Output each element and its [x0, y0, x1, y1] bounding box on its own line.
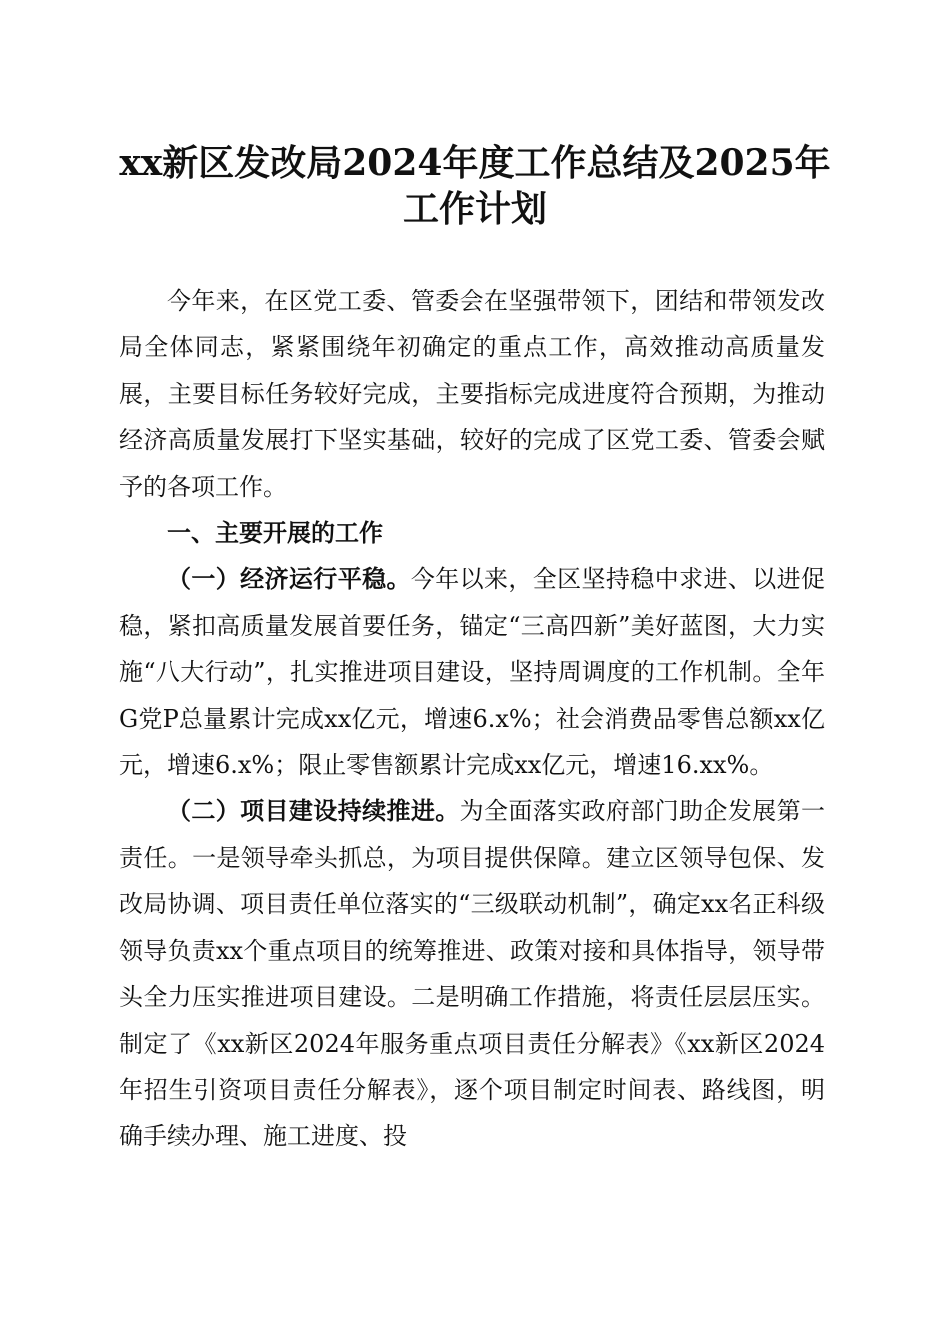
section-heading: 一、主要开展的工作 — [167, 519, 383, 548]
paragraph-economy — [119, 556, 825, 788]
paragraph-text: 为全面落实政府部门助企发展第一责任。一是领导牵头抓总，为项目提供保障。建立区领导包保、发改局协调、项目责任单位落实的“三级联动机制”，确定xx名正科级领导负责xx个重点项目的统筹推进、政策对接和具体指导，领导带头全力压实推进项目建设。二是明确工作措施，将责任层层压实。制定了《xx新区2024年服务重点项目责任分解表》《xx新区2024年招生引资项目责任分解表》，逐个项目制定时间表、路线图，明确手续办理、施工进度、投 — [119, 797, 826, 1151]
paragraph-lead: （二）项目建设持续推进。 — [167, 797, 460, 826]
document-title: xx新区发改局2024年度工作总结及2025年工作计划 — [119, 142, 831, 230]
paragraph-text: 今年以来，全区坚持稳中求进、以进促稳，紧扣高质量发展首要任务，锚定“三高四新”美好蓝图，大力实施“八大行动”，扎实推进项目建设，坚持周调度的工作机制。全年G党P总量累计完成xx亿元，增速6.x%；社会消费品零售总额xx亿元，增速6.x%；限止零售额累计完成xx亿元，增速16.xx%。 — [119, 565, 826, 780]
paragraph-lead: （一）经济运行平稳。 — [167, 565, 411, 594]
intro-paragraph: 今年来，在区党工委、管委会在坚强带领下，团结和带领发改局全体同志，紧紧围绕年初确定的重点工作，高效推动高质量发展，主要目标任务较好完成，主要指标完成进度符合预期，为推动经济高质量发展打下坚实基础，较好的完成了区党工委、管委会赋予的各项工作。 — [119, 287, 825, 501]
document-body — [119, 278, 825, 1160]
paragraph-projects — [119, 788, 825, 1159]
